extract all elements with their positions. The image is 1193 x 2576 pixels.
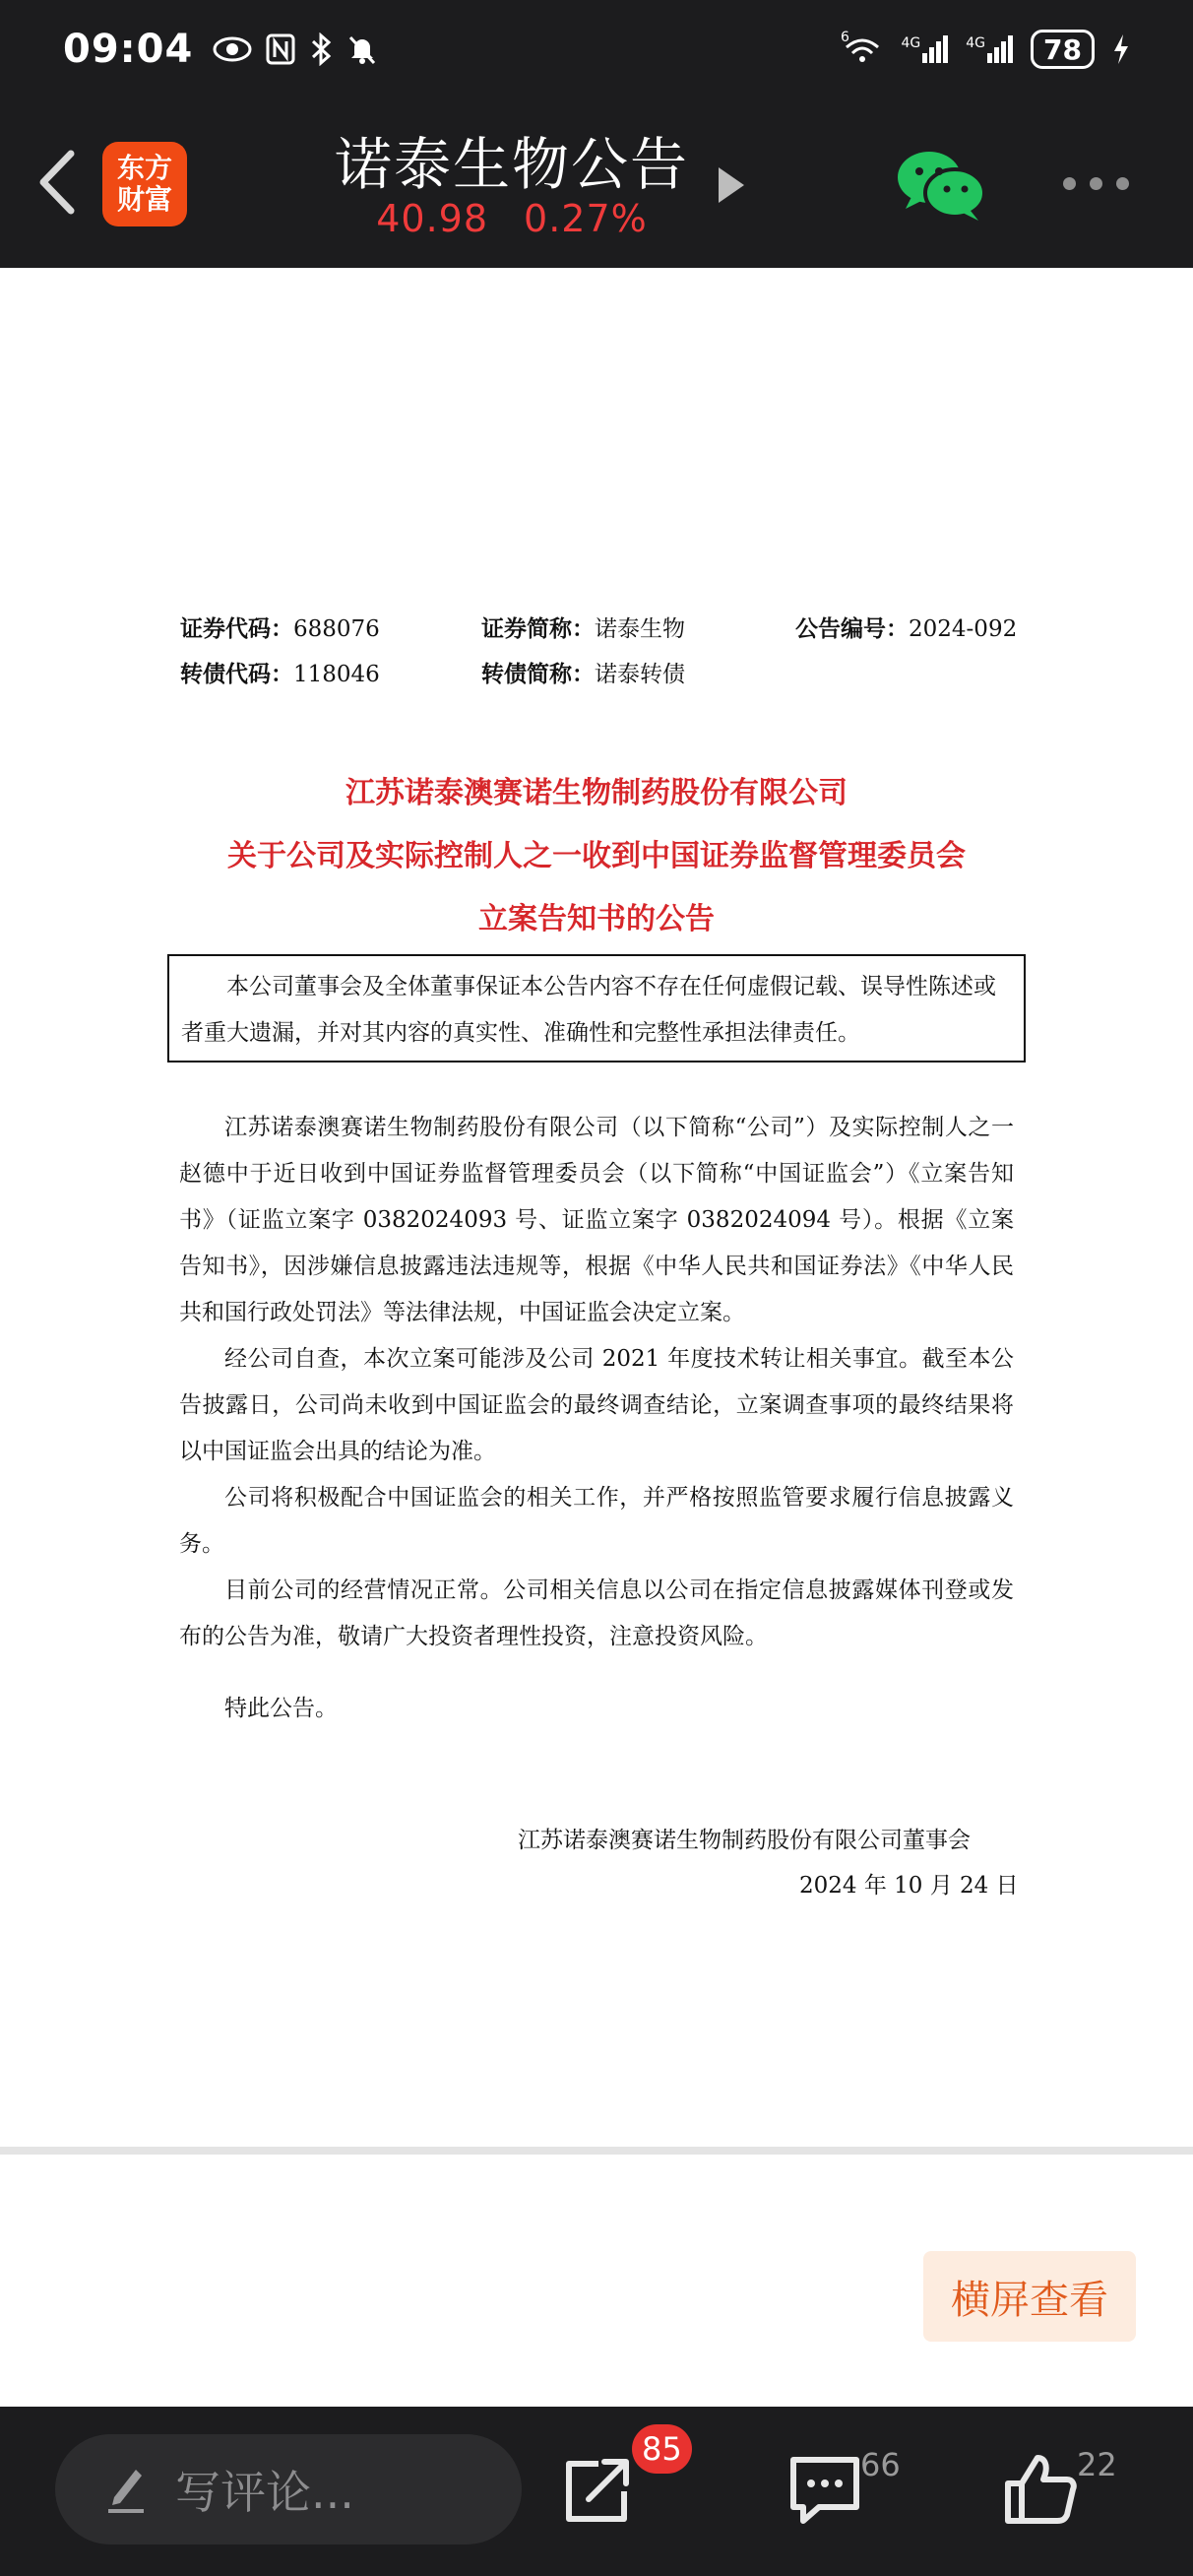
app-logo[interactable]	[102, 142, 187, 226]
landscape-view-button[interactable]: 横屏查看	[923, 2251, 1136, 2342]
status-bar	[0, 0, 1193, 98]
bluetooth-icon	[309, 32, 333, 66]
pen-icon	[104, 2464, 148, 2515]
app-header	[0, 98, 1193, 268]
play-arrow-icon[interactable]	[719, 167, 744, 203]
status-time: 09:04	[63, 27, 194, 72]
doc-title-line-1: 江苏诺泰澳赛诺生物制药股份有限公司	[345, 776, 848, 810]
stock-change: 0.27%	[524, 197, 648, 240]
doc-title-line-3: 立案告知书的公告	[478, 902, 715, 936]
wechat-share-icon[interactable]	[894, 148, 988, 223]
wifi-icon	[841, 30, 884, 69]
body-text	[179, 1105, 1014, 1660]
section-divider	[0, 2147, 1193, 2155]
announcement-number: 公告编号：2024-092	[795, 616, 1018, 642]
back-arrow-icon[interactable]	[33, 148, 83, 217]
logo-text-line1: 东方	[116, 152, 172, 184]
comment-icon[interactable]	[785, 2450, 864, 2529]
comment-count: 66	[860, 2446, 901, 2483]
security-code: 证券代码：688076	[180, 616, 380, 642]
stock-price: 40.98	[376, 197, 489, 240]
paragraph-4: 目前公司的经营情况正常。公司相关信息以公司在指定信息披露媒体刊登或发布的公告为准，敬请广大投资者理性投资，注意投资风险。	[179, 1578, 1014, 1649]
disclaimer-text: 本公司董事会及全体董事保证本公告内容不存在任何虚假记载、误导性陈述或者重大遗漏，并对其内容的真实性、准确性和完整性承担法律责任。	[181, 974, 996, 1046]
announcement-date: 2024 年 10 月 24 日	[799, 1873, 1019, 1899]
bond-abbr: 转债简称：诺泰转债	[481, 662, 685, 687]
bottom-action-bar	[0, 2407, 1193, 2576]
nfc-icon	[266, 33, 295, 65]
security-abbr: 证券简称：诺泰生物	[481, 616, 685, 642]
paragraph-3: 公司将积极配合中国证监会的相关工作，并严格按照监管要求履行信息披露义务。	[179, 1485, 1014, 1557]
more-options-icon[interactable]	[1063, 177, 1129, 190]
battery-indicator: 78	[1031, 30, 1095, 69]
share-count-badge: 85	[632, 2424, 692, 2474]
paragraph-1: 江苏诺泰澳赛诺生物制药股份有限公司（以下简称“公司”）及实际控制人之一赵德中于近日收到中国证券监督管理委员会（以下简称“中国证监会”）《立案告知书》（证监立案字 0382024093 号、证监立案字 0382024094 号）。根据《立案告知书》，因涉嫌信息披露违法违规等，根据《中华人民共和国证券法》《中华人民共和国行政处罚法》等法律法规，中国证监会决定立案。	[179, 1115, 1014, 1325]
comment-placeholder: 写评论...	[175, 2466, 354, 2519]
eye-icon	[213, 35, 252, 63]
signature: 江苏诺泰澳赛诺生物制药股份有限公司董事会	[518, 1828, 971, 1853]
closing-text: 特此公告。	[224, 1696, 338, 1721]
cellular-signal-icon-2: 4G	[966, 35, 1013, 63]
svg-text:6: 6	[840, 30, 849, 45]
paragraph-2: 经公司自查，本次立案可能涉及公司 2021 年度技术转让相关事宜。截至本公告披露日，公司尚未收到中国证监会的最终调查结论，立案调查事项的最终结果将以中国证监会出具的结论为准。	[179, 1346, 1014, 1464]
comment-input[interactable]	[55, 2434, 522, 2544]
disclaimer-box	[167, 954, 1026, 1063]
cellular-signal-icon-1: 4G	[902, 35, 949, 63]
doc-title-line-2: 关于公司及实际控制人之一收到中国证券监督管理委员会	[227, 839, 966, 873]
page-title: 诺泰生物公告	[334, 131, 689, 198]
bond-code: 转债代码：118046	[180, 662, 380, 687]
charging-icon	[1112, 33, 1130, 65]
like-count: 22	[1077, 2446, 1117, 2483]
share-icon[interactable]	[559, 2450, 638, 2529]
announcement-document	[0, 268, 1193, 2149]
like-thumb-icon[interactable]	[1002, 2450, 1081, 2529]
stock-quote[interactable]	[325, 197, 699, 240]
mute-icon	[346, 33, 378, 65]
logo-text-line2: 财富	[116, 183, 172, 216]
